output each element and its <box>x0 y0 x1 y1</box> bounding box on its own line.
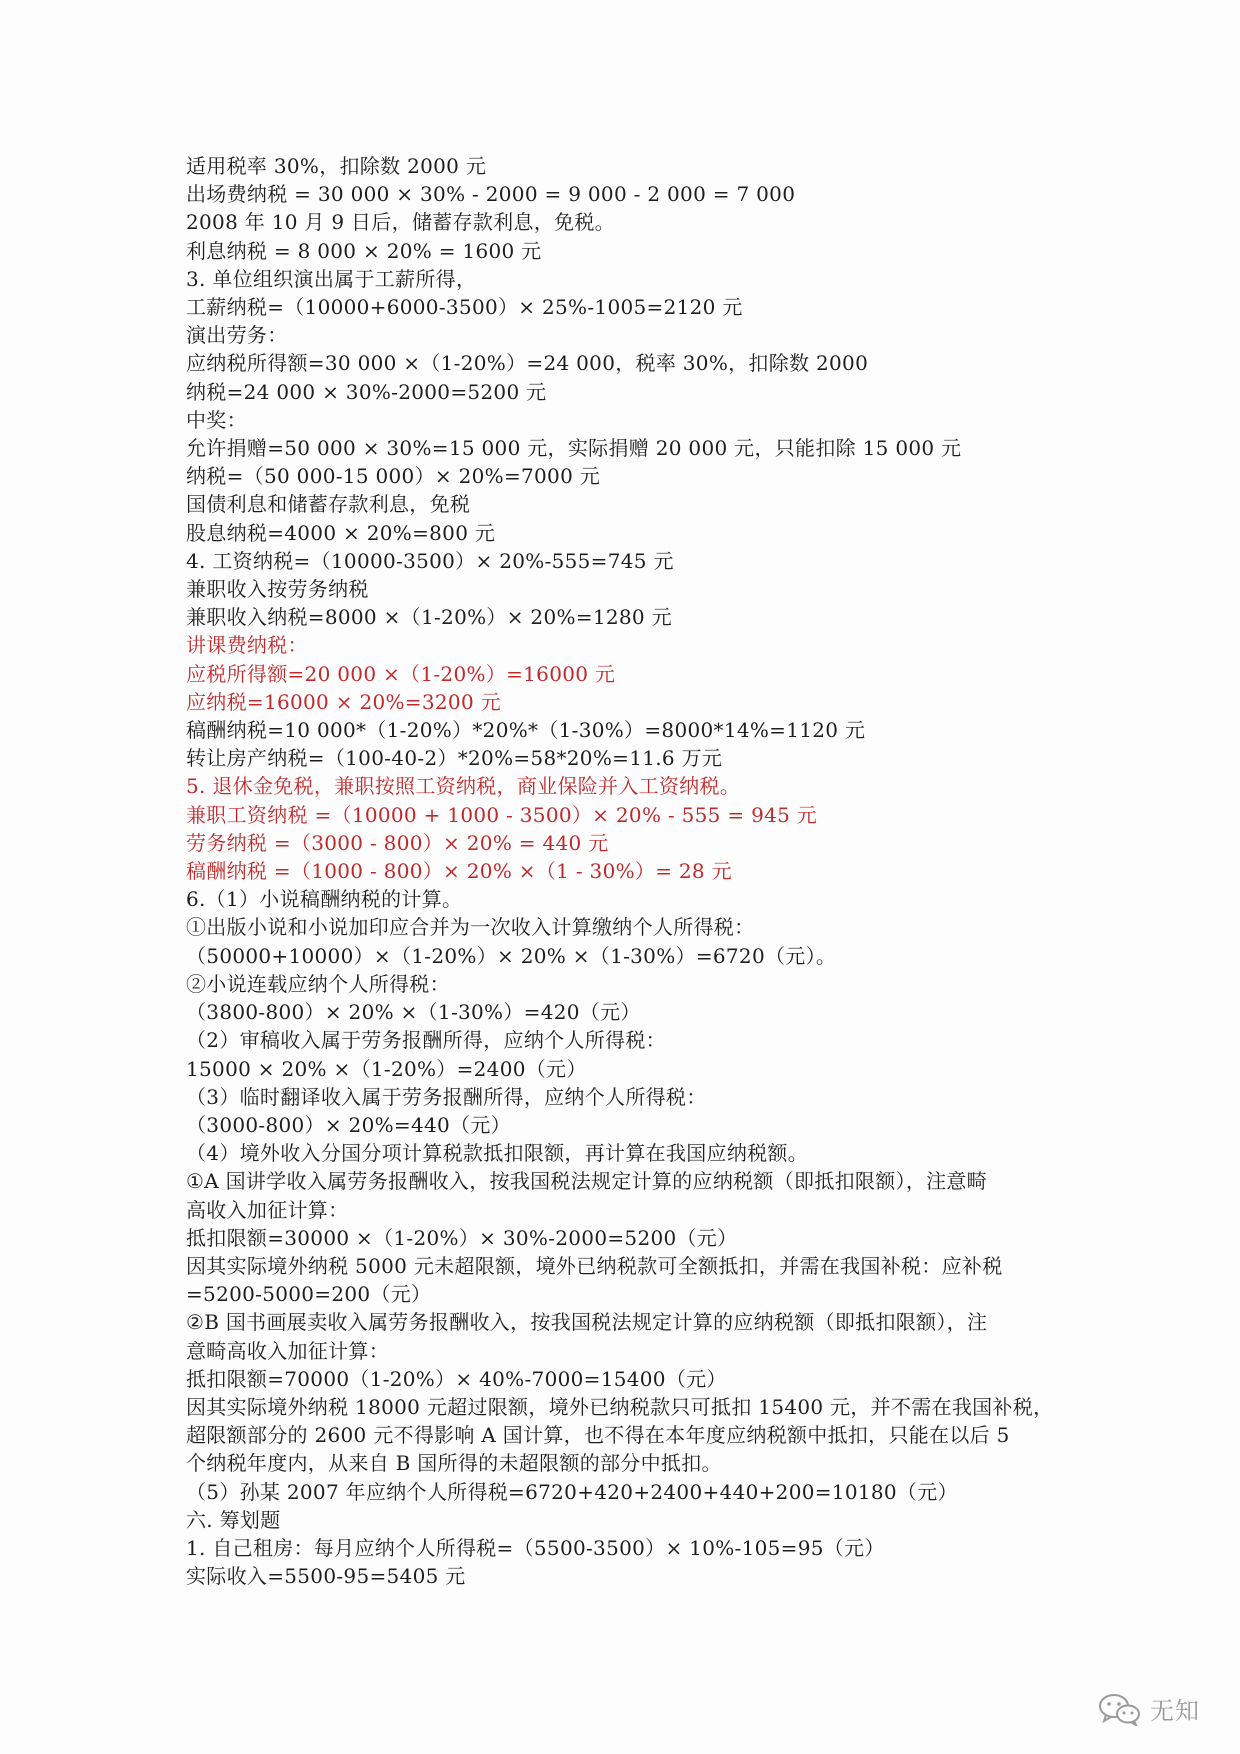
text-line: 抵扣限额=70000（1-20%）× 40%-7000=15400（元） <box>186 1366 727 1391</box>
text-line: 工薪纳税=（10000+6000-3500）× 25%-1005=2120 元 <box>186 295 743 320</box>
text-line: 4. 工资纳税=（10000-3500）× 20%-555=745 元 <box>186 548 674 573</box>
text-line: 应纳税所得额=30 000 ×（1-20%）=24 000，税率 30%，扣除数 2000 <box>186 351 869 376</box>
text-line: 兼职工资纳税 =（10000 + 1000 - 3500）× 20% - 555 = 945 元 <box>186 802 818 827</box>
text-line: 1. 自己租房：每月应纳个人所得税=（5500-3500）× 10%-105=95（元） <box>186 1535 885 1560</box>
text-line: 实际收入=5500-95=5405 元 <box>186 1564 466 1589</box>
text-line: 应纳税=16000 × 20%=3200 元 <box>186 689 501 714</box>
text-line: （4）境外收入分国分项计算税款抵扣限额，再计算在我国应纳税额。 <box>186 1141 809 1166</box>
text-line: 意畸高收入加征计算： <box>186 1338 389 1363</box>
text-line: 5. 退休金免税，兼职按照工资纳税，商业保险并入工资纳税。 <box>186 774 741 799</box>
text-line: 应税所得额=20 000 ×（1-20%）=16000 元 <box>186 661 616 686</box>
text-line: 纳税=（50 000-15 000）× 20%=7000 元 <box>186 464 601 489</box>
text-line: 劳务纳税 =（3000 - 800）× 20% = 440 元 <box>186 830 609 855</box>
text-line: 股息纳税=4000 × 20%=800 元 <box>186 520 496 545</box>
text-line: 超限额部分的 2600 元不得影响 A 国计算，也不得在本年度应纳税额中抵扣，只能在以后 5 <box>186 1423 1010 1448</box>
text-line: 2008 年 10 月 9 日后，储蓄存款利息，免税。 <box>186 210 615 235</box>
text-line: 兼职收入按劳务纳税 <box>186 577 369 602</box>
text-line: 高收入加征计算： <box>186 1197 349 1222</box>
text-line: 讲课费纳税： <box>186 633 308 658</box>
text-line: ②B 国书画展卖收入属劳务报酬收入，按我国税法规定计算的应纳税额（即抵扣限额），注 <box>186 1310 988 1335</box>
text-line: 适用税率 30%，扣除数 2000 元 <box>186 154 487 178</box>
text-line: 国债利息和储蓄存款利息，免税 <box>186 492 471 517</box>
text-line: （50000+10000）×（1-20%）× 20% ×（1-30%）=6720（元）。 <box>186 943 837 968</box>
text-line: （5）孙某 2007 年应纳个人所得税=6720+420+2400+440+200=10180（元） <box>186 1479 958 1504</box>
text-line: 六. 筹划题 <box>186 1507 281 1532</box>
text-line: ①出版小说和小说加印应合并为一次收入计算缴纳个人所得税： <box>186 915 755 940</box>
document-body <box>186 152 1066 1590</box>
text-line: 中奖： <box>186 407 247 432</box>
text-line: 转让房产纳税=（100-40-2）*20%=58*20%=11.6 万元 <box>186 746 723 771</box>
text-line: 因其实际境外纳税 5000 元未超限额，境外已纳税款可全额抵扣，并需在我国补税：应补税 <box>186 1253 1003 1278</box>
text-line: ①A 国讲学收入属劳务报酬收入，按我国税法规定计算的应纳税额（即抵扣限额），注意畸 <box>186 1169 988 1194</box>
text-line: （3）临时翻译收入属于劳务报酬所得，应纳个人所得税： <box>186 1084 707 1109</box>
text-line: 稿酬纳税 =（1000 - 800）× 20% ×（1 - 30%）= 28 元 <box>186 859 732 884</box>
text-line: =5200-5000=200（元） <box>186 1282 432 1307</box>
text-line: 出场费纳税 = 30 000 × 30% - 2000 = 9 000 - 2 000 = 7 000 <box>186 182 796 207</box>
text-line: （2）审稿收入属于劳务报酬所得，应纳个人所得税： <box>186 1028 666 1053</box>
text-line: 6.（1）小说稿酬纳税的计算。 <box>186 887 463 912</box>
text-line: 个纳税年度内，从来自 B 国所得的未超限额的部分中抵扣。 <box>186 1451 722 1476</box>
text-line: 兼职收入纳税=8000 ×（1-20%）× 20%=1280 元 <box>186 605 672 630</box>
text-line: （3000-800）× 20%=440（元） <box>186 1112 511 1137</box>
text-line: 纳税=24 000 × 30%-2000=5200 元 <box>186 379 547 404</box>
text-line: 演出劳务： <box>186 323 288 348</box>
text-line: 允许捐赠=50 000 × 30%=15 000 元，实际捐赠 20 000 元，只能扣除 15 000 元 <box>186 436 962 461</box>
text-line: 3. 单位组织演出属于工薪所得， <box>186 266 477 291</box>
text-line: 15000 × 20% ×（1-20%）=2400（元） <box>186 1056 587 1081</box>
watermark <box>1098 1691 1200 1726</box>
wechat-icon <box>1098 1692 1142 1726</box>
text-line: 因其实际境外纳税 18000 元超过限额，境外已纳税款只可抵扣 15400 元，并不需在我国补税， <box>186 1394 1054 1419</box>
text-line: ②小说连载应纳个人所得税： <box>186 971 450 996</box>
text-line: 利息纳税 = 8 000 × 20% = 1600 元 <box>186 238 542 263</box>
text-line: （3800-800）× 20% ×（1-30%）=420（元） <box>186 1000 641 1025</box>
watermark-text: 无知 <box>1150 1697 1200 1725</box>
text-line: 稿酬纳税=10 000*（1-20%）*20%*（1-30%）=8000*14%=1120 元 <box>186 718 866 743</box>
text-line: 抵扣限额=30000 ×（1-20%）× 30%-2000=5200（元） <box>186 1225 738 1250</box>
